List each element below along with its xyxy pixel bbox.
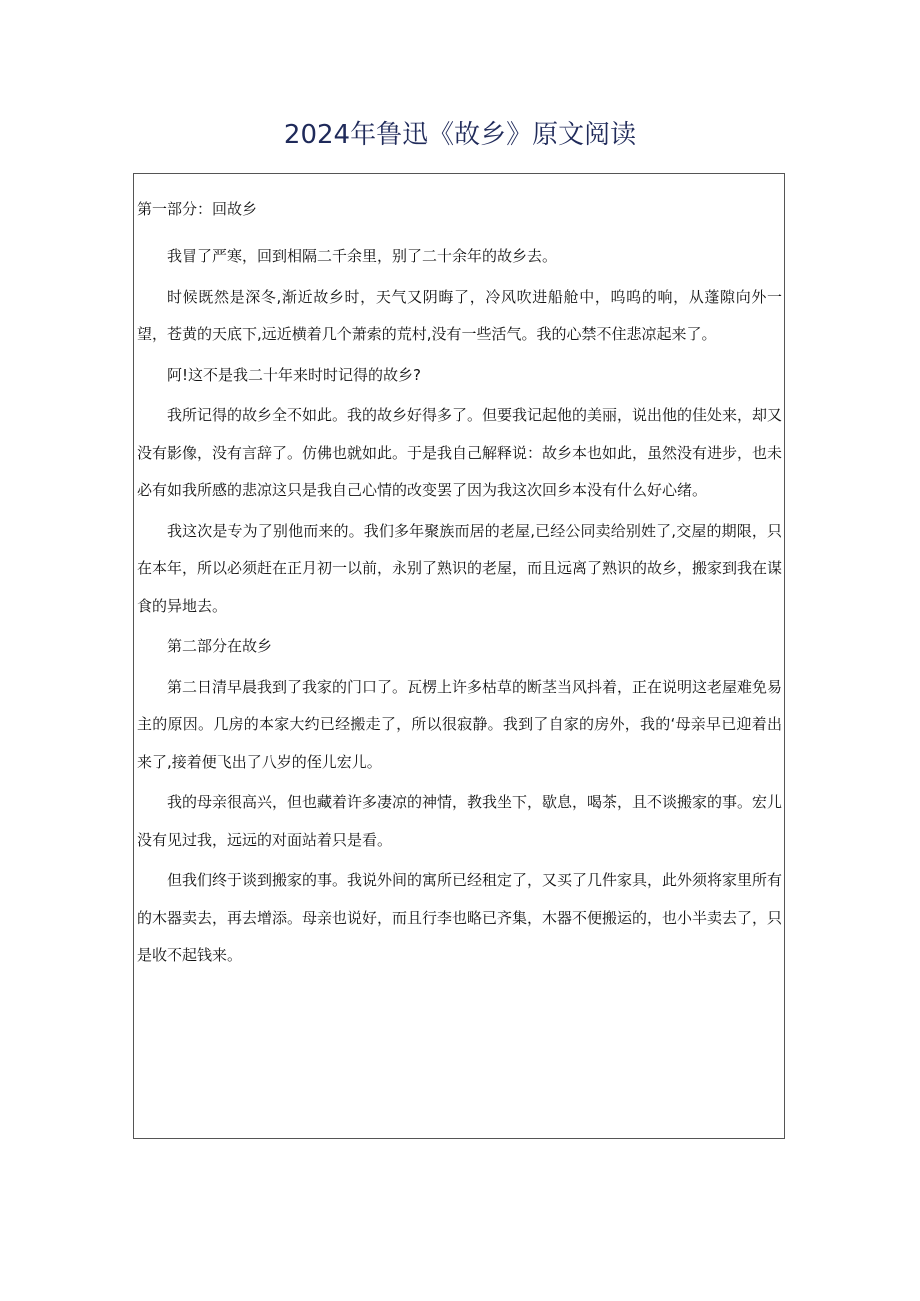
section-heading-part1: 第一部分：回故乡 — [137, 200, 258, 218]
content-box — [133, 173, 785, 1139]
section-heading-part2: 第二部分在故乡 — [167, 637, 273, 655]
paragraph: 我的母亲很高兴，但也藏着许多凄凉的神情，教我坐下，歇息，喝茶，且不谈搬家的事。宏儿没有见过我，远远的对面站着只是看。 — [137, 793, 783, 849]
document-title: 2024年鲁迅《故乡》原文阅读 — [283, 120, 637, 150]
paragraph: 我冒了严寒，回到相隔二千余里，别了二十余年的故乡去。 — [167, 247, 558, 265]
paragraph: 我这次是专为了别他而来的。我们多年聚族而居的老屋,已经公同卖给别姓了,交屋的期限，只在本年，所以必须赶在正月初一以前，永别了熟识的老屋，而且远离了熟识的故乡，搬家到我在谋食的异地去。 — [137, 521, 783, 615]
paragraph: 阿!这不是我二十年来时时记得的故乡? — [167, 365, 421, 384]
paragraph: 但我们终于谈到搬家的事。我说外间的寓所已经租定了，又买了几件家具，此外须将家里所有的木器卖去，再去增添。母亲也说好，而且行李也略已齐集，木器不便搬运的，也小半卖去了，只是收不起钱来。 — [137, 871, 783, 964]
paragraph: 第二日清早晨我到了我家的门口了。瓦楞上许多枯草的断茎当风抖着，正在说明这老屋难免易主的原因。几房的本家大约已经搬走了，所以很寂静。我到了自家的房外，我的‘母亲早已迎着出来了,接着便飞出了八岁的侄儿宏儿。 — [137, 677, 783, 771]
paragraph: 我所记得的故乡全不如此。我的故乡好得多了。但要我记起他的美丽，说出他的佳处来，却又没有影像，没有言辞了。仿佛也就如此。于是我自己解释说：故乡本也如此，虽然没有进步，也未必有如我所感的悲凉这只是我自己心情的改变罢了因为我这次回乡本没有什么好心绪。 — [137, 406, 783, 499]
paragraph: 时候既然是深冬,渐近故乡时，天气又阴晦了，冷风吹进船舱中，呜呜的响，从蓬隙向外一望，苍黄的天底下,远近横着几个萧索的荒村,没有一些活气。我的心禁不住悲凉起来了。 — [137, 287, 782, 343]
